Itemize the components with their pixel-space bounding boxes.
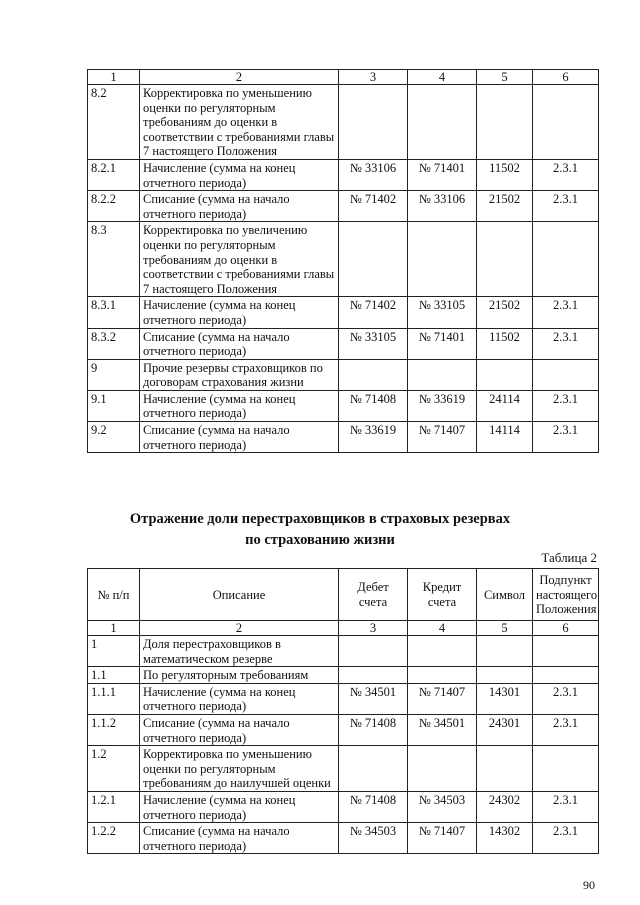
column-number-row [88, 70, 599, 85]
header-row [88, 569, 599, 621]
column-number: 4 [408, 621, 477, 636]
credit-account: № 33105 [408, 297, 477, 328]
header-symbol: Символ [477, 569, 533, 621]
row-description: Доля перестраховщиков в математическом резерве [140, 636, 339, 667]
credit-account [408, 222, 477, 297]
credit-account: № 71401 [408, 159, 477, 190]
table-row [88, 222, 599, 297]
table-row [88, 191, 599, 222]
regulation-subpoint [533, 222, 599, 297]
table-row [88, 390, 599, 421]
symbol-code: 24302 [477, 791, 533, 822]
credit-account: № 33106 [408, 191, 477, 222]
debit-account [339, 667, 408, 684]
symbol-code: 21502 [477, 191, 533, 222]
row-number: 1.2.2 [88, 823, 140, 854]
debit-account: № 33105 [339, 328, 408, 359]
symbol-code: 24301 [477, 714, 533, 745]
row-number: 9.1 [88, 390, 140, 421]
debit-account: № 71408 [339, 791, 408, 822]
column-number: 3 [339, 621, 408, 636]
row-description: Списание (сумма на начало отчетного периода) [140, 328, 339, 359]
header-debit-account: Дебет счета [339, 569, 408, 621]
row-description: Прочие резервы страховщиков по договорам страхования жизни [140, 359, 339, 390]
table-row [88, 823, 599, 854]
row-description: Начисление (сумма на конец отчетного периода) [140, 159, 339, 190]
row-number: 1.2.1 [88, 791, 140, 822]
column-number: 6 [533, 621, 599, 636]
header-credit-account: Кредит счета [408, 569, 477, 621]
credit-account: № 34503 [408, 791, 477, 822]
row-description: Списание (сумма на начало отчетного периода) [140, 191, 339, 222]
column-number: 3 [339, 70, 408, 85]
header-regulation-subpoint: Подпункт настоящего Положения [533, 569, 599, 621]
table-row [88, 422, 599, 453]
header-description: Описание [140, 569, 339, 621]
table-row [88, 683, 599, 714]
symbol-code [477, 222, 533, 297]
debit-account [339, 359, 408, 390]
debit-account: № 34501 [339, 683, 408, 714]
row-description: По регуляторным требованиям [140, 667, 339, 684]
credit-account [408, 636, 477, 667]
column-number: 5 [477, 70, 533, 85]
row-number: 1.1.2 [88, 714, 140, 745]
credit-account: № 71407 [408, 823, 477, 854]
column-number: 1 [88, 621, 140, 636]
regulation-subpoint [533, 636, 599, 667]
row-description: Списание (сумма на начало отчетного периода) [140, 714, 339, 745]
regulation-subpoint [533, 359, 599, 390]
table-row [88, 714, 599, 745]
section-heading-line1: Отражение доли перестраховщиков в страховых резервах [129, 511, 511, 527]
debit-account: № 33106 [339, 159, 408, 190]
symbol-code: 14302 [477, 823, 533, 854]
credit-account: № 33619 [408, 390, 477, 421]
row-number: 1.1.1 [88, 683, 140, 714]
regulation-subpoint: 2.3.1 [533, 422, 599, 453]
debit-account: № 71402 [339, 297, 408, 328]
regulation-subpoint: 2.3.1 [533, 823, 599, 854]
credit-account [408, 359, 477, 390]
row-description: Начисление (сумма на конец отчетного периода) [140, 791, 339, 822]
regulation-subpoint: 2.3.1 [533, 791, 599, 822]
column-number: 6 [533, 70, 599, 85]
row-number: 9.2 [88, 422, 140, 453]
symbol-code: 24114 [477, 390, 533, 421]
debit-account: № 33619 [339, 422, 408, 453]
debit-account [339, 85, 408, 160]
row-number: 1.1 [88, 667, 140, 684]
symbol-code: 14114 [477, 422, 533, 453]
row-number: 8.2 [88, 85, 140, 160]
table-row [88, 667, 599, 684]
debit-account [339, 636, 408, 667]
column-number: 2 [140, 621, 339, 636]
table-row [88, 85, 599, 160]
row-number: 1 [88, 636, 140, 667]
row-description: Корректировка по увеличению оценки по регуляторным требованиям до оценки в соответствии с требованиями главы 7 настоящего Положения [140, 222, 339, 297]
row-number: 8.3 [88, 222, 140, 297]
debit-account: № 71408 [339, 714, 408, 745]
header-row-number: № п/п [88, 569, 140, 621]
symbol-code [477, 85, 533, 160]
regulation-subpoint: 2.3.1 [533, 328, 599, 359]
regulation-subpoint: 2.3.1 [533, 191, 599, 222]
symbol-code [477, 667, 533, 684]
regulation-subpoint: 2.3.1 [533, 297, 599, 328]
row-description: Начисление (сумма на конец отчетного периода) [140, 683, 339, 714]
symbol-code: 11502 [477, 328, 533, 359]
symbol-code: 11502 [477, 159, 533, 190]
credit-account [408, 746, 477, 792]
row-number: 8.2.2 [88, 191, 140, 222]
row-number: 8.3.1 [88, 297, 140, 328]
table-caption: Таблица 2 [541, 550, 597, 565]
row-number: 1.2 [88, 746, 140, 792]
credit-account [408, 85, 477, 160]
table-row [88, 791, 599, 822]
section-heading-line2: по страхованию жизни [245, 532, 395, 548]
row-description: Начисление (сумма на конец отчетного периода) [140, 390, 339, 421]
credit-account: № 34501 [408, 714, 477, 745]
symbol-code: 14301 [477, 683, 533, 714]
posting-table-continued [87, 69, 599, 453]
table-row [88, 746, 599, 792]
row-description: Начисление (сумма на конец отчетного периода) [140, 297, 339, 328]
regulation-subpoint [533, 667, 599, 684]
symbol-code [477, 746, 533, 792]
debit-account: № 34503 [339, 823, 408, 854]
row-description: Корректировка по уменьшению оценки по регуляторным требованиям до оценки в соответствии с требованиями главы 7 настоящего Положения [140, 85, 339, 160]
regulation-subpoint: 2.3.1 [533, 683, 599, 714]
row-number: 8.2.1 [88, 159, 140, 190]
column-number: 1 [88, 70, 140, 85]
row-description: Списание (сумма на начало отчетного периода) [140, 422, 339, 453]
row-description: Списание (сумма на начало отчетного периода) [140, 823, 339, 854]
regulation-subpoint: 2.3.1 [533, 714, 599, 745]
credit-account: № 71401 [408, 328, 477, 359]
table-row [88, 359, 599, 390]
regulation-subpoint: 2.3.1 [533, 159, 599, 190]
row-number: 9 [88, 359, 140, 390]
row-description: Корректировка по уменьшению оценки по регуляторным требованиям до наилучшей оценки [140, 746, 339, 792]
reinsurers-share-table [87, 568, 599, 854]
credit-account [408, 667, 477, 684]
debit-account [339, 222, 408, 297]
symbol-code [477, 636, 533, 667]
column-number: 5 [477, 621, 533, 636]
row-number: 8.3.2 [88, 328, 140, 359]
credit-account: № 71407 [408, 422, 477, 453]
regulation-subpoint [533, 85, 599, 160]
column-number: 2 [140, 70, 339, 85]
table-row [88, 328, 599, 359]
credit-account: № 71407 [408, 683, 477, 714]
symbol-code [477, 359, 533, 390]
debit-account: № 71402 [339, 191, 408, 222]
column-number-row [88, 621, 599, 636]
table-row [88, 636, 599, 667]
regulation-subpoint: 2.3.1 [533, 390, 599, 421]
table-row [88, 159, 599, 190]
debit-account: № 71408 [339, 390, 408, 421]
page-number: 90 [583, 878, 595, 892]
regulation-subpoint [533, 746, 599, 792]
column-number: 4 [408, 70, 477, 85]
symbol-code: 21502 [477, 297, 533, 328]
debit-account [339, 746, 408, 792]
table-row [88, 297, 599, 328]
